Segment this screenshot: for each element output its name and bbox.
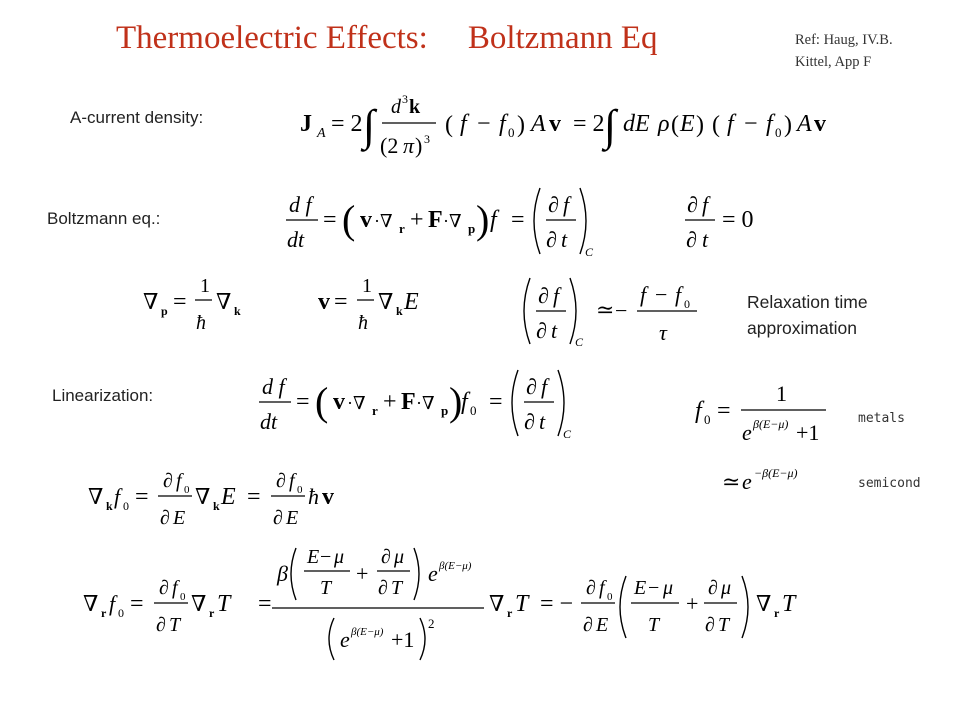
svg-text:= 2: = 2 [331,111,363,137]
svg-text:∂: ∂ [524,409,535,434]
svg-text:0: 0 [704,412,711,427]
svg-text:f: f [727,111,734,137]
svg-text:r: r [101,606,107,620]
svg-text:0: 0 [684,297,690,311]
relaxation-equation [524,278,697,349]
svg-text:μ: μ [394,546,405,568]
svg-text:τ: τ [659,320,667,345]
svg-text:∂: ∂ [273,507,283,529]
svg-text:=: = [334,289,348,315]
svg-text:p: p [441,403,449,418]
svg-text:·∇: ·∇ [416,393,435,413]
svg-text:·∇: ·∇ [374,211,393,231]
current-density-equation [300,92,826,158]
svg-text:(: ( [445,112,453,138]
svg-text:−: − [320,546,332,568]
svg-text:f: f [172,577,178,599]
svg-text:v: v [549,111,561,137]
svg-text:k: k [213,499,220,513]
svg-text:p: p [468,221,476,236]
svg-text:): ) [476,197,490,242]
fermi-dirac-equation [695,381,826,445]
svg-text:=: = [258,591,272,617]
svg-text:r: r [399,221,405,236]
svg-text:r: r [507,606,513,620]
svg-text:T: T [320,577,332,599]
gradient-relations [143,275,419,334]
svg-text:=: = [173,289,187,315]
svg-text:0: 0 [184,484,190,496]
svg-text:E: E [634,577,647,599]
svg-text:·∇: ·∇ [443,211,462,231]
svg-text:∂: ∂ [586,577,596,599]
svg-text:ħ: ħ [308,484,319,509]
svg-text:v: v [333,389,345,415]
svg-text:v: v [318,289,330,315]
svg-text:E: E [286,507,299,529]
boltzmann-equation [286,188,754,259]
svg-text:ħ: ħ [358,312,368,334]
svg-text:E: E [680,111,695,137]
svg-text:A: A [317,126,326,141]
svg-text:T: T [217,591,231,617]
svg-text:∂: ∂ [381,546,391,568]
svg-text:0: 0 [297,484,303,496]
svg-text:=: = [296,389,310,415]
svg-text:f: f [675,282,682,307]
svg-text:μ: μ [334,546,345,568]
svg-text:∇: ∇ [378,289,394,314]
svg-text:): ) [449,379,463,424]
svg-text:−β(E−μ): −β(E−μ) [754,466,798,480]
svg-text:∇: ∇ [83,591,99,616]
svg-text:−: − [648,577,660,599]
svg-text:e: e [742,469,752,494]
svg-text:∇: ∇ [489,591,505,616]
svg-text:β(E−μ): β(E−μ) [753,417,789,431]
svg-text:∂: ∂ [526,374,537,399]
svg-text:A: A [797,111,812,137]
svg-text:k: k [234,304,241,318]
svg-text:∂: ∂ [160,507,170,529]
title-part1: Thermoelectric Effects: [116,20,428,56]
svg-text:): ) [517,112,525,138]
svg-text:∇: ∇ [756,591,772,616]
r-gradient-equation [83,546,797,660]
svg-text:0: 0 [607,591,613,603]
svg-text:∇: ∇ [195,484,211,509]
svg-text:A: A [531,111,546,137]
svg-text:∇: ∇ [143,289,159,314]
svg-text:e: e [742,420,752,445]
svg-text:≃: ≃ [596,297,615,322]
svg-text:=: = [130,591,144,617]
svg-text:T: T [648,614,660,636]
svg-text:e: e [340,627,350,652]
svg-text:+: + [686,591,699,616]
svg-text:dt: dt [287,227,305,252]
svg-text:∇: ∇ [216,289,232,314]
svg-text:T: T [391,577,403,599]
svg-text:= −: = − [540,591,574,617]
svg-text:f: f [460,111,467,137]
svg-text:k: k [106,499,113,513]
svg-text:f: f [599,577,605,599]
relaxation-line1: Relaxation time [747,292,868,312]
svg-text:r: r [774,606,780,620]
svg-text:∫: ∫ [604,101,617,150]
svg-text:−: − [615,298,628,323]
svg-text:f: f [766,111,773,137]
svg-text:(: ( [712,112,720,138]
svg-text:f: f [114,484,121,509]
svg-text:(: ( [671,112,679,138]
svg-text:t: t [539,409,546,434]
svg-text:1: 1 [776,381,787,406]
svg-text:f: f [499,111,506,137]
svg-text:β(E−μ): β(E−μ) [351,626,384,638]
current-density-label: A-current density: [70,108,204,127]
svg-text:f: f [289,470,295,492]
svg-text:v: v [360,207,372,233]
svg-text:3: 3 [402,92,408,106]
k-gradient-equation [88,470,334,529]
svg-text:0: 0 [123,499,129,513]
svg-text:β(E−μ): β(E−μ) [439,560,472,572]
svg-text:+: + [383,389,397,415]
svg-text:0: 0 [775,125,782,140]
svg-text:C: C [585,245,594,259]
svg-text:T: T [782,591,796,617]
svg-text:k: k [396,304,403,318]
svg-text:T: T [718,614,730,636]
svg-text:dt: dt [260,409,278,434]
semicond-label: semicond [858,476,921,491]
svg-text:−: − [655,282,668,307]
svg-text:∇: ∇ [191,591,207,616]
svg-text:f: f [490,207,497,233]
svg-text:T: T [169,614,181,636]
svg-text:e: e [428,561,438,586]
svg-text:∂: ∂ [546,227,557,252]
svg-text:=: = [717,398,731,424]
svg-text:f: f [541,374,548,399]
svg-text:f: f [553,283,560,308]
svg-text:(: ( [315,379,329,424]
svg-text:0: 0 [180,591,186,603]
svg-text:v: v [814,111,826,137]
svg-text:μ: μ [663,577,674,599]
svg-text:−: − [477,111,491,137]
svg-text:∂: ∂ [276,470,286,492]
svg-text:f: f [176,470,182,492]
metals-label: metals [858,411,905,426]
linearization-label: Linearization: [52,386,154,405]
svg-text:t: t [551,318,558,343]
ref-line1: Ref: Haug, IV.B. [795,32,893,48]
svg-text:ħ: ħ [196,312,206,334]
svg-text:+1: +1 [796,420,820,445]
svg-text:f: f [109,591,116,616]
svg-text:0: 0 [118,606,124,620]
svg-text:d: d [391,96,401,118]
svg-text:J: J [300,111,312,137]
svg-text:+1: +1 [391,627,415,652]
svg-text:E: E [307,546,320,568]
svg-text:t: t [561,227,568,252]
title-part2: Boltzmann Eq [467,20,658,56]
svg-text:): ) [415,133,423,158]
svg-text:(2: (2 [380,133,399,158]
svg-text:∂: ∂ [378,577,388,599]
svg-text:d f: d f [262,374,285,399]
svg-text:=: = [489,389,503,415]
svg-text:E: E [221,484,236,510]
svg-text:∂: ∂ [705,614,715,636]
svg-text:∫: ∫ [363,101,376,150]
svg-text:r: r [209,606,215,620]
linearization-equation [259,370,572,441]
svg-text:1: 1 [362,275,372,297]
svg-text:= 0: = 0 [722,207,754,233]
svg-text:dE: dE [623,111,650,137]
svg-text:∂: ∂ [583,614,593,636]
svg-text:f: f [461,389,468,415]
svg-text:0: 0 [470,403,477,418]
svg-text:+: + [410,207,424,233]
svg-text:f: f [695,398,702,424]
svg-text:∂: ∂ [536,318,547,343]
svg-text:f: f [702,192,709,217]
svg-text:r: r [372,403,378,418]
svg-text:d f: d f [289,192,312,217]
svg-text:π: π [403,133,415,158]
svg-text:ρ: ρ [658,111,670,137]
boltzmann-tail-equation [722,466,798,494]
svg-text:T: T [515,591,529,617]
svg-text:·∇: ·∇ [347,393,366,413]
svg-text:∂: ∂ [538,283,549,308]
relaxation-line2: approximation [747,318,857,338]
svg-text:t: t [702,227,709,252]
ref-line2: Kittel, App F [795,54,872,70]
svg-text:F: F [401,389,416,415]
svg-text:3: 3 [424,132,430,146]
svg-text:+: + [356,561,369,586]
svg-text:=: = [247,484,261,510]
svg-text:∂: ∂ [686,227,697,252]
svg-text:2: 2 [428,616,435,631]
svg-text:F: F [428,207,443,233]
svg-text:0: 0 [508,125,515,140]
boltzmann-eq-label: Boltzmann eq.: [47,209,161,228]
svg-text:= 2: = 2 [573,111,605,137]
svg-text:): ) [784,112,792,138]
svg-text:=: = [135,484,149,510]
svg-text:∂: ∂ [156,614,166,636]
svg-text:(: ( [342,197,356,242]
svg-text:∇: ∇ [88,484,104,509]
svg-text:≃: ≃ [722,469,741,494]
svg-text:β: β [277,561,288,586]
svg-text:v: v [322,484,334,510]
svg-text:p: p [161,304,168,318]
svg-text:): ) [696,112,704,138]
svg-text:∂: ∂ [708,577,718,599]
svg-text:E: E [404,289,419,315]
svg-text:C: C [563,427,572,441]
svg-text:E: E [596,614,609,636]
svg-text:1: 1 [200,275,210,297]
svg-text:μ: μ [721,577,732,599]
svg-text:E: E [173,507,186,529]
svg-text:=: = [511,207,525,233]
svg-text:=: = [323,207,337,233]
svg-text:f: f [563,192,570,217]
svg-text:f: f [640,282,647,307]
svg-text:∂: ∂ [548,192,559,217]
svg-text:C: C [575,335,584,349]
svg-text:∂: ∂ [687,192,698,217]
svg-text:k: k [409,96,421,118]
svg-text:∂: ∂ [159,577,169,599]
svg-text:−: − [744,111,758,137]
svg-text:∂: ∂ [163,470,173,492]
